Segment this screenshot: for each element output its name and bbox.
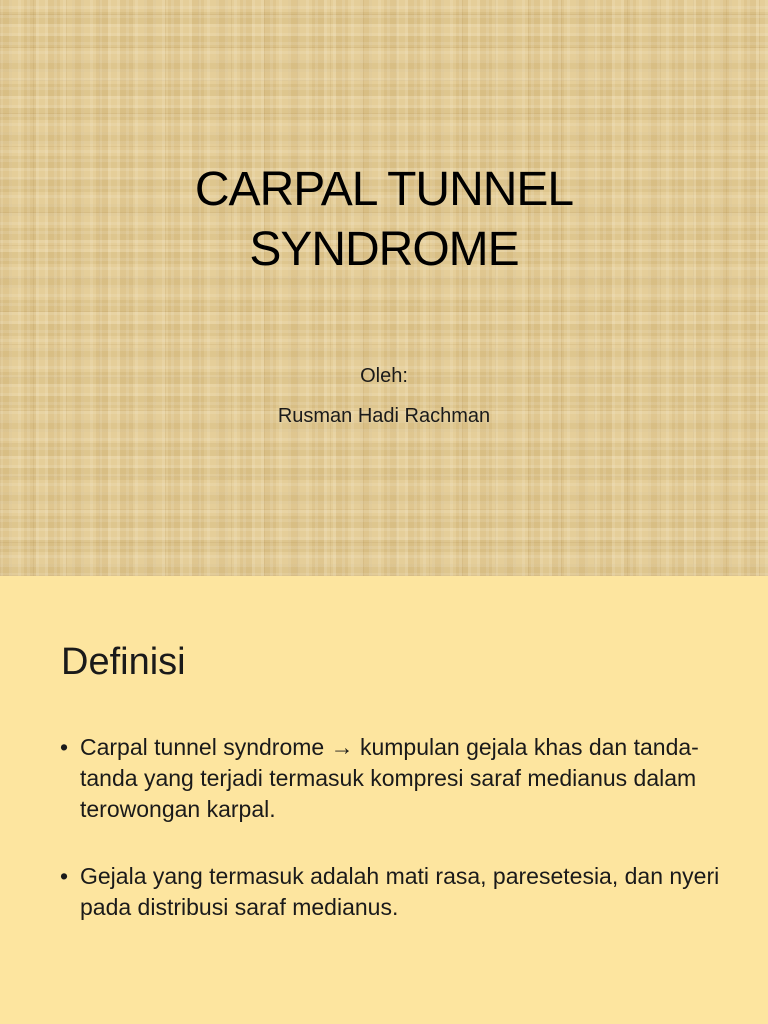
subtitle-block [0, 356, 768, 436]
bullet-text: Gejala yang termasuk adalah mati rasa, paresetesia, dan nyeri pada distribusi saraf medianus. [80, 863, 720, 920]
bullet-icon: • [60, 734, 69, 760]
author-name: Rusman Hadi Rachman [277, 405, 491, 427]
list-item [60, 732, 720, 825]
title-line-1: CARPAL TUNNEL [194, 163, 574, 216]
bullet-text-part1: Carpal tunnel syndrome [80, 734, 325, 760]
presentation-title [0, 160, 768, 280]
bullet-list [60, 732, 720, 959]
definition-slide [0, 576, 768, 1024]
list-item [60, 861, 720, 923]
bullet-icon: • [60, 863, 69, 889]
title-line-2: SYNDROME [249, 223, 519, 276]
bullet-text-part2: kumpulan gejala khas dan tanda-tanda yang terjadi termasuk kompresi saraf medianus dalam terowongan karpal. [80, 734, 699, 822]
arrow-icon: → [330, 734, 354, 760]
slide-heading: Definisi [61, 641, 186, 683]
by-label: Oleh: [360, 365, 408, 387]
